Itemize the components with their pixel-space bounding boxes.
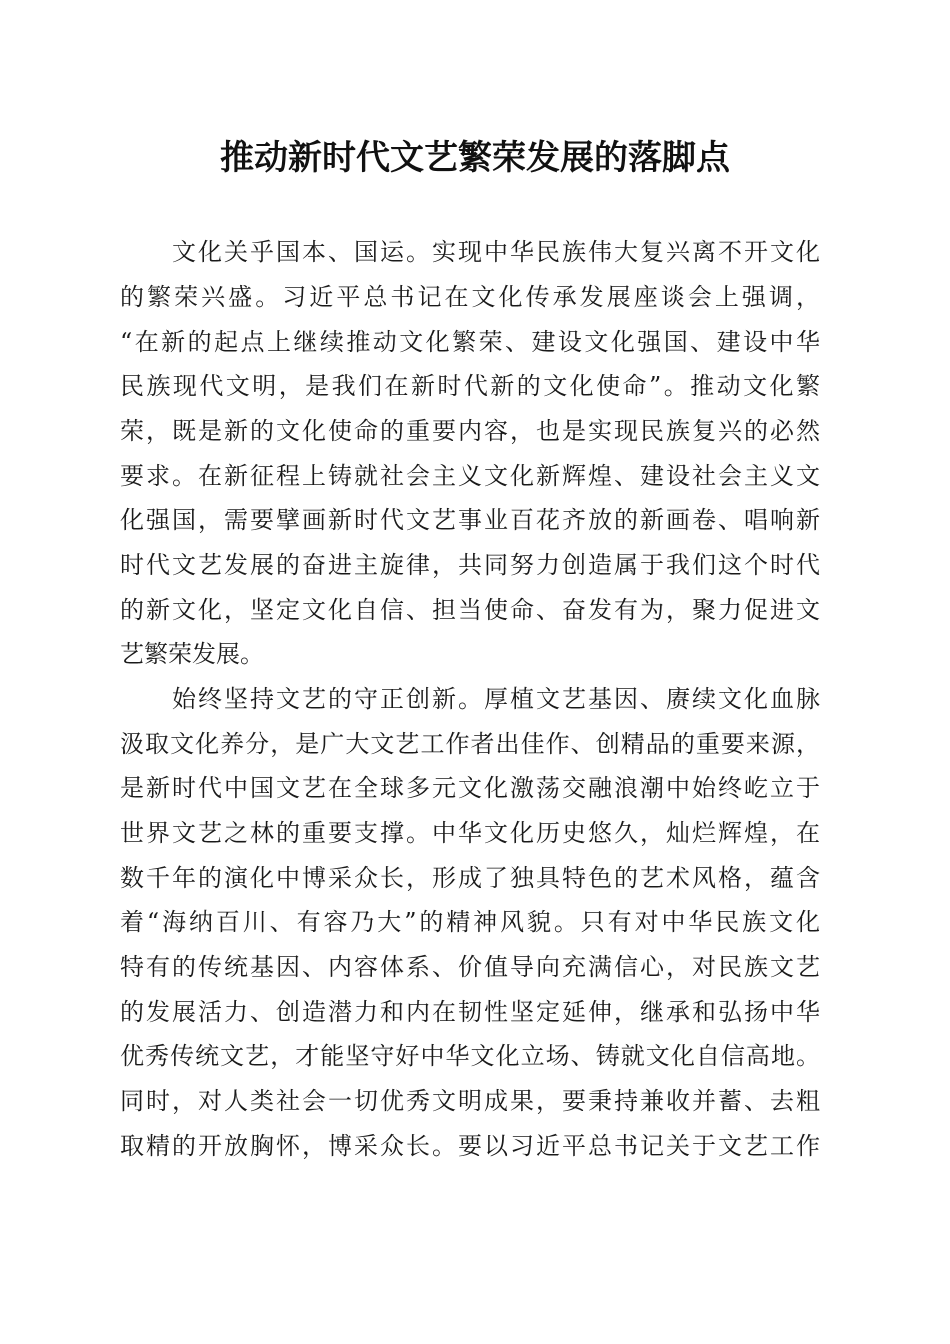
paragraph-1-line-10: 艺繁荣发展。 [120, 640, 264, 668]
paragraph-2-line-10: 同时，对人类社会一切优秀文明成果，要秉持兼收并蓄、去粗 [120, 1087, 820, 1115]
paragraph-1-line-3: “在新的起点上继续推动文化繁荣、建设文化强国、建设中华 [120, 328, 820, 356]
paragraph-1-line-4: 民族现代文明，是我们在新时代新的文化使命”。推动文化繁 [120, 372, 820, 400]
paragraph-1-line-8: 时代文艺发展的奋进主旋律，共同努力创造属于我们这个时代 [120, 551, 820, 579]
paragraph-1-line-5: 荣，既是新的文化使命的重要内容，也是实现民族复兴的必然 [120, 417, 820, 445]
paragraph-2-line-11: 取精的开放胸怀，博采众长。要以习近平总书记关于文艺工作 [120, 1132, 820, 1160]
paragraph-1-line-7: 化强国，需要擘画新时代文艺事业百花齐放的新画卷、唱响新 [120, 506, 820, 534]
paragraph-2-line-1: 始终坚持文艺的守正创新。厚植文艺基因、赓续文化血脉 [172, 685, 820, 713]
document-title: 推动新时代文艺繁荣发展的落脚点 [220, 138, 730, 178]
paragraph-2-line-6: 着“海纳百川、有容乃大”的精神风貌。只有对中华民族文化 [120, 908, 820, 936]
paragraph-2-line-2: 汲取文化养分，是广大文艺工作者出佳作、创精品的重要来源， [120, 730, 820, 758]
paragraph-1-line-9: 的新文化，坚定文化自信、担当使命、奋发有为，聚力促进文 [120, 596, 820, 624]
paragraph-2-line-9: 优秀传统文艺，才能坚守好中华文化立场、铸就文化自信高地。 [120, 1042, 820, 1070]
paragraph-2-line-8: 的发展活力、创造潜力和内在韧性坚定延伸，继承和弘扬中华 [120, 998, 820, 1026]
paragraph-2-line-4: 世界文艺之林的重要支撑。中华文化历史悠久，灿烂辉煌，在 [120, 819, 820, 847]
paragraph-2-line-3: 是新时代中国文艺在全球多元文化激荡交融浪潮中始终屹立于 [120, 774, 820, 802]
paragraph-1-line-1: 文化关乎国本、国运。实现中华民族伟大复兴离不开文化 [172, 238, 820, 266]
paragraph-2-line-5: 数千年的演化中博采众长，形成了独具特色的艺术风格，蕴含 [120, 864, 820, 892]
paragraph-1-line-6: 要求。在新征程上铸就社会主义文化新辉煌、建设社会主义文 [120, 462, 820, 490]
paragraph-1-line-2: 的繁荣兴盛。习近平总书记在文化传承发展座谈会上强调， [120, 283, 820, 311]
paragraph-2-line-7: 特有的传统基因、内容体系、价值导向充满信心，对民族文艺 [120, 953, 820, 981]
